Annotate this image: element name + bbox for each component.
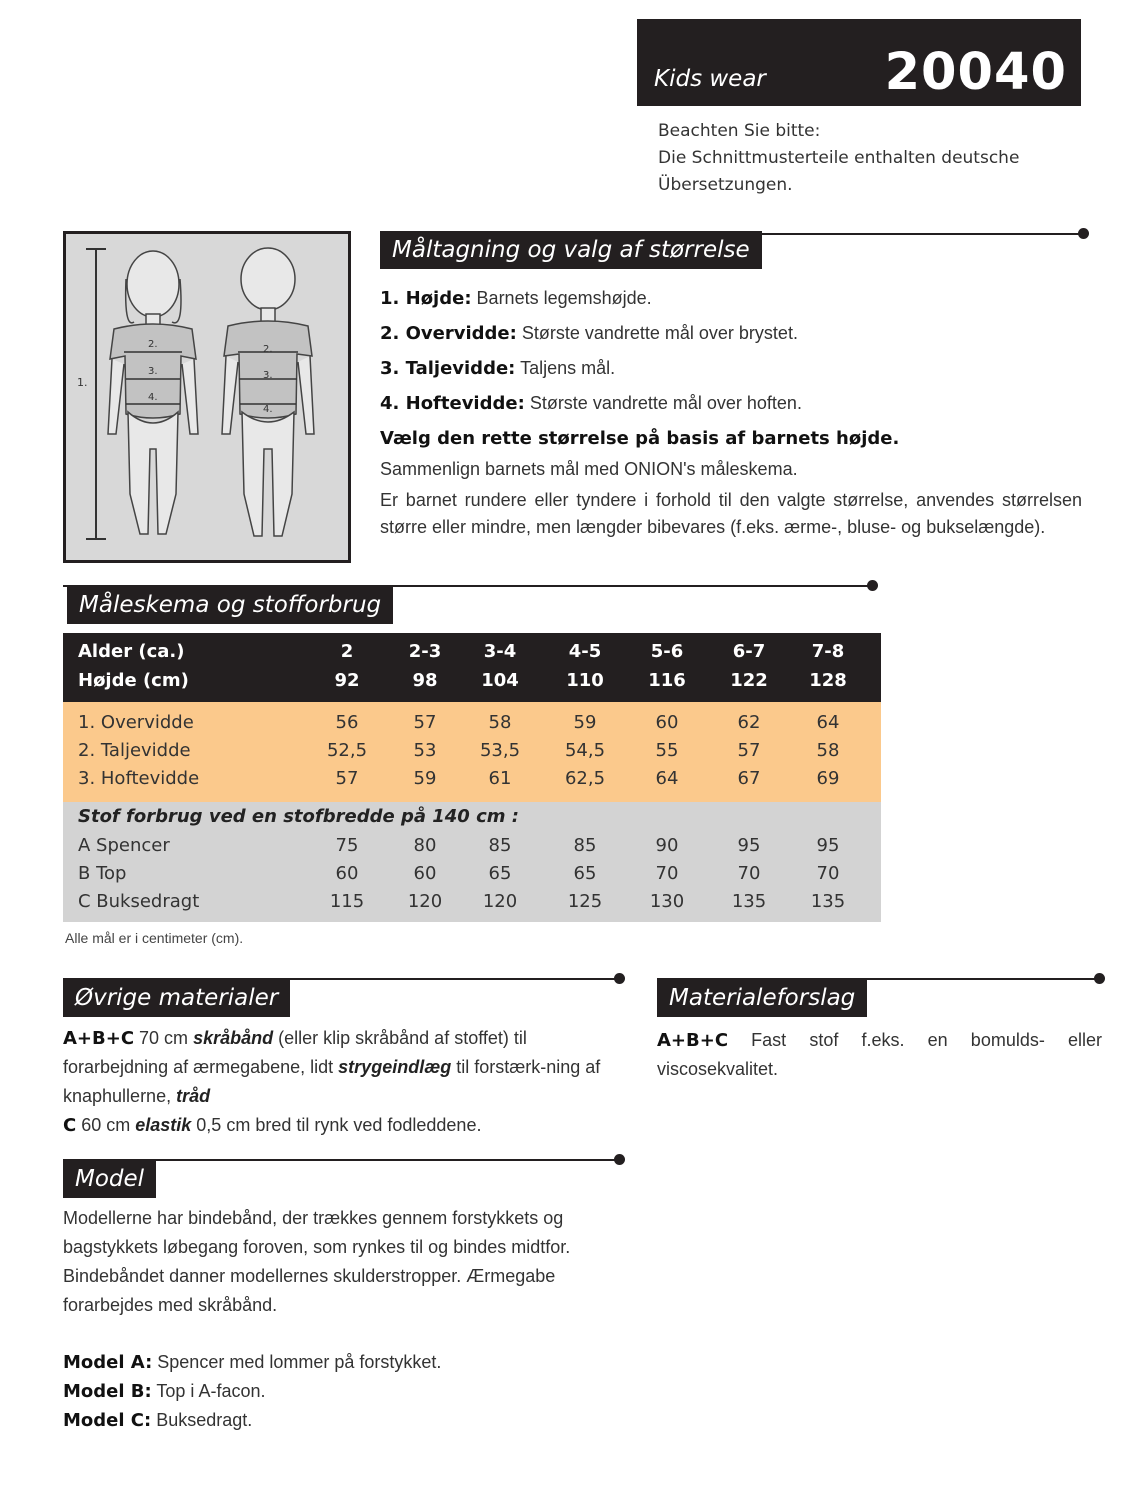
model-variant: Model B: Top i A-facon. [63,1381,266,1402]
table-cell: 70 [816,863,840,884]
table-cell: 122 [730,670,768,691]
children-illustration [66,234,348,560]
model-variants [63,1348,613,1435]
table-cell: 75 [335,835,359,856]
fabric-consumption [63,802,881,922]
table-cell: 64 [816,712,840,733]
figure-label: 3. [148,366,158,377]
figure-label: 2. [263,344,273,355]
translation-notice [658,118,1078,199]
notice-line: Beachten Sie bitte: [658,121,821,141]
table-cell: 128 [809,670,847,691]
table-cell: 7-8 [811,641,845,662]
model-description: Modellerne har bindebånd, der trækkes gennem forstykkets og bagstykkets løbegang foroven, som rynkes til og bindes midtfor. Bindebåndet danner modellernes skulderstropper. Ærmegabe forarbejdes med skråbånd. [63,1208,571,1315]
model-variant: Model A: Spencer med lommer på forstykket. [63,1352,442,1373]
table-cell: 59 [413,768,437,789]
size-choice-heading: Vælg den rette størrelse på basis af barnets højde. [380,428,900,449]
row-label: 1. Overvidde [78,712,194,733]
table-cell: 67 [737,768,761,789]
body-measurements [63,702,881,802]
table-cell: 95 [737,835,761,856]
section-dot [614,1154,625,1165]
size-table-header [63,633,881,702]
table-cell: 80 [413,835,437,856]
suggestion-text: A+B+C Fast stof f.eks. en bomulds- eller viscosekvalitet. [657,1030,1102,1079]
table-cell: 130 [649,891,685,912]
measurement-figure [63,231,351,563]
table-cell: 125 [567,891,603,912]
table-cell: 59 [573,712,597,733]
table-cell: 90 [655,835,679,856]
size-table [63,633,881,922]
table-cell: 2 [340,641,354,662]
table-cell: 54,5 [564,740,606,761]
series-label: Kids wear [654,66,766,92]
table-cell: 65 [573,863,597,884]
materials-text [63,1024,618,1140]
table-cell: 62 [737,712,761,733]
suggestion-section-title: Materialeforslag [657,979,867,1017]
measure-item: 1. Højde: Barnets legemshøjde. [380,288,652,309]
measure-item: 4. Hoftevidde: Største vandrette mål over hoften. [380,393,802,414]
table-cell: 55 [655,740,679,761]
materials-paragraph: A+B+C 70 cm skråbånd (eller klip skråbånd af stoffet) til forarbejdning af ærmegabene, lidt strygeindlæg til forstærk-ning af knaphullerne, tråd [63,1028,601,1106]
table-cell: 135 [810,891,846,912]
age-label: Alder (ca.) [78,641,185,662]
table-cell: 65 [488,863,512,884]
table-cell: 4-5 [568,641,602,662]
model-section-title: Model [63,1160,156,1198]
table-cell: 98 [412,670,438,691]
height-label: Højde (cm) [78,670,189,691]
table-cell: 58 [488,712,512,733]
table-cell: 110 [566,670,604,691]
table-cell: 64 [655,768,679,789]
measurement-section-title: Måltagning og valg af størrelse [380,231,762,269]
table-section-title: Måleskema og stofforbrug [67,586,393,624]
materials-section-title: Øvrige materialer [63,979,290,1017]
figure-label: 3. [263,370,273,381]
compare-text: Sammenlign barnets mål med ONION's måleskema. [380,459,798,479]
table-cell: 58 [816,740,840,761]
row-label: B Top [78,863,127,884]
measure-item: 3. Taljevidde: Taljens mål. [380,358,616,379]
section-dot [867,580,878,591]
measurement-instructions [380,281,1082,541]
table-cell: 53 [413,740,437,761]
table-cell: 57 [413,712,437,733]
table-cell: 6-7 [732,641,766,662]
notice-line: Die Schnittmusterteile enthalten deutsche [658,148,1020,168]
table-cell: 92 [334,670,360,691]
table-note: Alle mål er i centimeter (cm). [65,930,244,946]
section-dot [1094,973,1105,984]
table-cell: 57 [737,740,761,761]
pattern-header [637,19,1081,106]
table-cell: 85 [488,835,512,856]
table-cell: 60 [655,712,679,733]
table-cell: 69 [816,768,840,789]
table-cell: 5-6 [650,641,684,662]
row-label: 3. Hoftevidde [78,768,200,789]
table-cell: 116 [648,670,686,691]
table-cell: 70 [737,863,761,884]
height-label: 1. [77,376,88,389]
section-dot [1078,228,1089,239]
table-cell: 95 [816,835,840,856]
advice-text: Er barnet rundere eller tyndere i forhold til den valgte størrelse, anvendes størrelsen større eller mindre, men længder bibevares (f.eks. ærme-, bluse- og bukselængde). [380,490,1082,537]
fabric-heading: Stof forbrug ved en stofbredde på 140 cm : [78,806,519,827]
notice-line: Übersetzungen. [658,175,793,195]
table-cell: 135 [731,891,767,912]
row-label: A Spencer [78,835,170,856]
figure-label: 2. [148,339,158,350]
figure-label: 4. [148,392,158,403]
materials-paragraph: C 60 cm elastik 0,5 cm bred til rynk ved fodleddene. [63,1115,482,1136]
table-cell: 85 [573,835,597,856]
table-cell: 60 [413,863,437,884]
table-cell: 52,5 [326,740,368,761]
table-cell: 60 [335,863,359,884]
table-cell: 61 [488,768,512,789]
table-cell: 57 [335,768,359,789]
table-cell: 115 [329,891,365,912]
section-dot [614,973,625,984]
table-cell: 120 [482,891,518,912]
row-label: C Buksedragt [78,891,200,912]
table-cell: 3-4 [483,641,517,662]
table-cell: 56 [335,712,359,733]
table-cell: 2-3 [408,641,442,662]
table-cell: 62,5 [564,768,606,789]
table-cell: 53,5 [479,740,521,761]
model-variant: Model C: Buksedragt. [63,1410,253,1431]
row-label: 2. Taljevidde [78,740,191,761]
table-cell: 120 [407,891,443,912]
table-cell: 70 [655,863,679,884]
table-cell: 104 [481,670,519,691]
pattern-number: 20040 [884,43,1067,102]
measure-item: 2. Overvidde: Største vandrette mål over brystet. [380,323,798,344]
figure-label: 4. [263,404,273,415]
